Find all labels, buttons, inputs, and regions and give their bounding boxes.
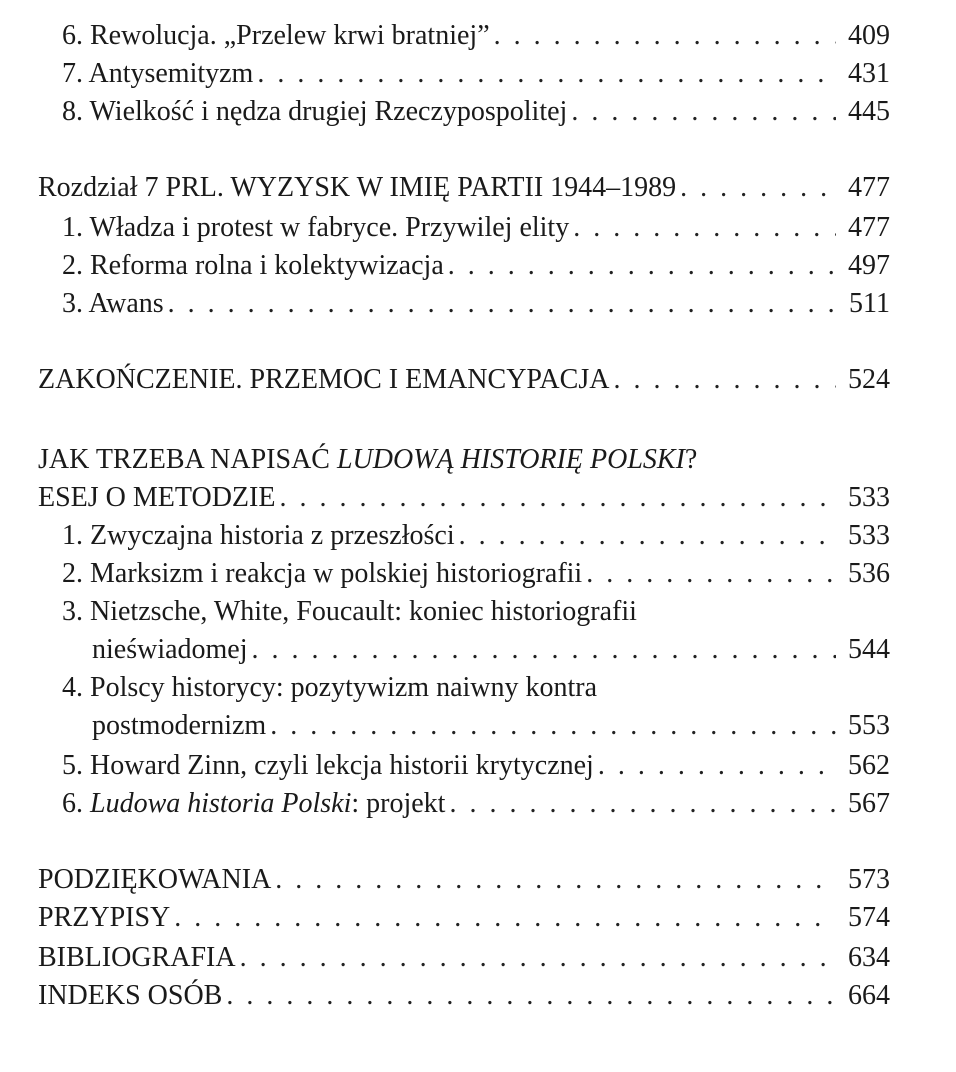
entry-title-continuation: postmodernizm bbox=[92, 710, 267, 741]
entry-page: 562 bbox=[848, 750, 890, 781]
toc-essay-heading-line1[interactable] bbox=[38, 444, 890, 482]
entry-title: BIBLIOGRAFIA bbox=[38, 942, 236, 973]
toc-entry-marksizm[interactable] bbox=[62, 558, 890, 596]
entry-title: Howard Zinn, czyli lekcja historii krytycznej bbox=[90, 750, 594, 781]
entry-title: Władza i protest w fabryce. Przywilej elity bbox=[89, 212, 570, 243]
entry-page: 536 bbox=[848, 558, 890, 589]
leader-dots bbox=[257, 58, 836, 90]
entry-title-italic: Ludowa historia Polski bbox=[90, 788, 352, 819]
toc-chapter-7[interactable] bbox=[38, 172, 890, 210]
toc-entry-zwyczajna[interactable] bbox=[62, 520, 890, 558]
entry-page: 544 bbox=[848, 634, 890, 665]
leader-dots bbox=[586, 558, 836, 590]
leader-dots bbox=[270, 710, 836, 742]
toc-entry-ludowa[interactable] bbox=[62, 788, 890, 826]
entry-title: INDEKS OSÓB bbox=[38, 980, 223, 1011]
toc-entry-rewolucja[interactable] bbox=[62, 20, 890, 58]
toc-entry-reforma[interactable] bbox=[62, 250, 890, 288]
toc-entry-awans[interactable] bbox=[62, 288, 890, 326]
toc-podziekowania[interactable] bbox=[38, 864, 890, 902]
toc-entry-zinn[interactable] bbox=[62, 750, 890, 788]
entry-number: 8. bbox=[62, 96, 83, 127]
leader-dots bbox=[174, 902, 836, 934]
toc-zakonczenie[interactable] bbox=[38, 364, 890, 402]
entry-page: 634 bbox=[848, 942, 890, 973]
entry-page: 553 bbox=[848, 710, 890, 741]
toc-bibliografia[interactable] bbox=[38, 942, 890, 980]
entry-page: 574 bbox=[848, 902, 890, 933]
entry-title: Rozdział 7 PRL. WYZYSK W IMIĘ PARTII 1944–1989 bbox=[38, 172, 677, 203]
leader-dots bbox=[275, 864, 836, 896]
entry-number: 5. bbox=[62, 750, 83, 781]
entry-title: Antysemityzm bbox=[88, 58, 254, 89]
toc-entry-antysemityzm[interactable] bbox=[62, 58, 890, 96]
entry-page: 477 bbox=[848, 212, 890, 243]
leader-dots bbox=[240, 942, 836, 974]
entry-title: Marksizm i reakcja w polskiej historiografii bbox=[90, 558, 583, 589]
entry-number: 7. bbox=[62, 58, 83, 89]
leader-dots bbox=[598, 750, 836, 782]
toc-entry-wladza[interactable] bbox=[62, 212, 890, 250]
leader-dots bbox=[449, 788, 836, 820]
leader-dots bbox=[168, 288, 836, 320]
entry-page: 524 bbox=[848, 364, 890, 395]
entry-page: 533 bbox=[848, 482, 890, 513]
entry-title-part: JAK TRZEBA NAPISAĆ bbox=[38, 444, 337, 475]
entry-number: 2. bbox=[62, 250, 83, 281]
entry-number: 3. bbox=[62, 596, 83, 627]
toc-entry-nietzsche-cont[interactable] bbox=[92, 634, 890, 672]
leader-dots bbox=[448, 250, 836, 282]
leader-dots bbox=[252, 634, 836, 666]
toc-entry-wielkosc[interactable] bbox=[62, 96, 890, 134]
entry-number: 1. bbox=[62, 212, 83, 243]
entry-title-italic: LUDOWĄ HISTORIĘ POLSKI bbox=[336, 444, 685, 475]
entry-page: 431 bbox=[848, 58, 890, 89]
entry-title: Reforma rolna i kolektywizacja bbox=[90, 250, 444, 281]
leader-dots bbox=[573, 212, 836, 244]
entry-number: 4. bbox=[62, 672, 83, 703]
toc-entry-polscy[interactable] bbox=[62, 672, 890, 710]
entry-page: 511 bbox=[849, 288, 890, 319]
entry-title: : projekt bbox=[351, 788, 446, 819]
entry-number: 6. bbox=[62, 20, 83, 51]
leader-dots bbox=[680, 172, 836, 204]
leader-dots bbox=[571, 96, 836, 128]
entry-page: 409 bbox=[848, 20, 890, 51]
entry-page: 445 bbox=[848, 96, 890, 127]
entry-page: 497 bbox=[848, 250, 890, 281]
entry-page: 573 bbox=[848, 864, 890, 895]
leader-dots bbox=[459, 520, 836, 552]
entry-page: 477 bbox=[848, 172, 890, 203]
leader-dots bbox=[279, 482, 836, 514]
entry-title: Zwyczajna historia z przeszłości bbox=[90, 520, 455, 551]
entry-number: 1. bbox=[62, 520, 83, 551]
toc-indeks-osob[interactable] bbox=[38, 980, 890, 1018]
leader-dots bbox=[613, 364, 836, 396]
entry-title: ZAKOŃCZENIE. PRZEMOC I EMANCYPACJA bbox=[38, 364, 610, 395]
entry-title: Nietzsche, White, Foucault: koniec historiografii bbox=[90, 596, 637, 627]
entry-title: Wielkość i nędza drugiej Rzeczypospolitej bbox=[89, 96, 568, 127]
leader-dots bbox=[494, 20, 836, 52]
entry-page: 567 bbox=[848, 788, 890, 819]
leader-dots bbox=[226, 980, 836, 1012]
toc-entry-polscy-cont[interactable] bbox=[92, 710, 890, 748]
toc-przypisy[interactable] bbox=[38, 902, 890, 940]
toc-essay-heading-line2[interactable] bbox=[38, 482, 890, 520]
entry-title-part: ? bbox=[684, 444, 698, 475]
entry-title: PRZYPISY bbox=[38, 902, 171, 933]
entry-title-continuation: nieświadomej bbox=[92, 634, 248, 665]
entry-title: PODZIĘKOWANIA bbox=[38, 864, 272, 895]
entry-title: Rewolucja. „Przelew krwi bratniej” bbox=[90, 20, 490, 51]
entry-title: ESEJ O METODZIE bbox=[38, 482, 276, 513]
toc-entry-nietzsche[interactable] bbox=[62, 596, 890, 634]
entry-page: 533 bbox=[848, 520, 890, 551]
entry-number: 6. bbox=[62, 788, 83, 819]
entry-title: Polscy historycy: pozytywizm naiwny kontra bbox=[90, 672, 598, 703]
entry-number: 3. bbox=[62, 288, 83, 319]
entry-page: 664 bbox=[848, 980, 890, 1011]
entry-number: 2. bbox=[62, 558, 83, 589]
entry-title: Awans bbox=[88, 288, 164, 319]
